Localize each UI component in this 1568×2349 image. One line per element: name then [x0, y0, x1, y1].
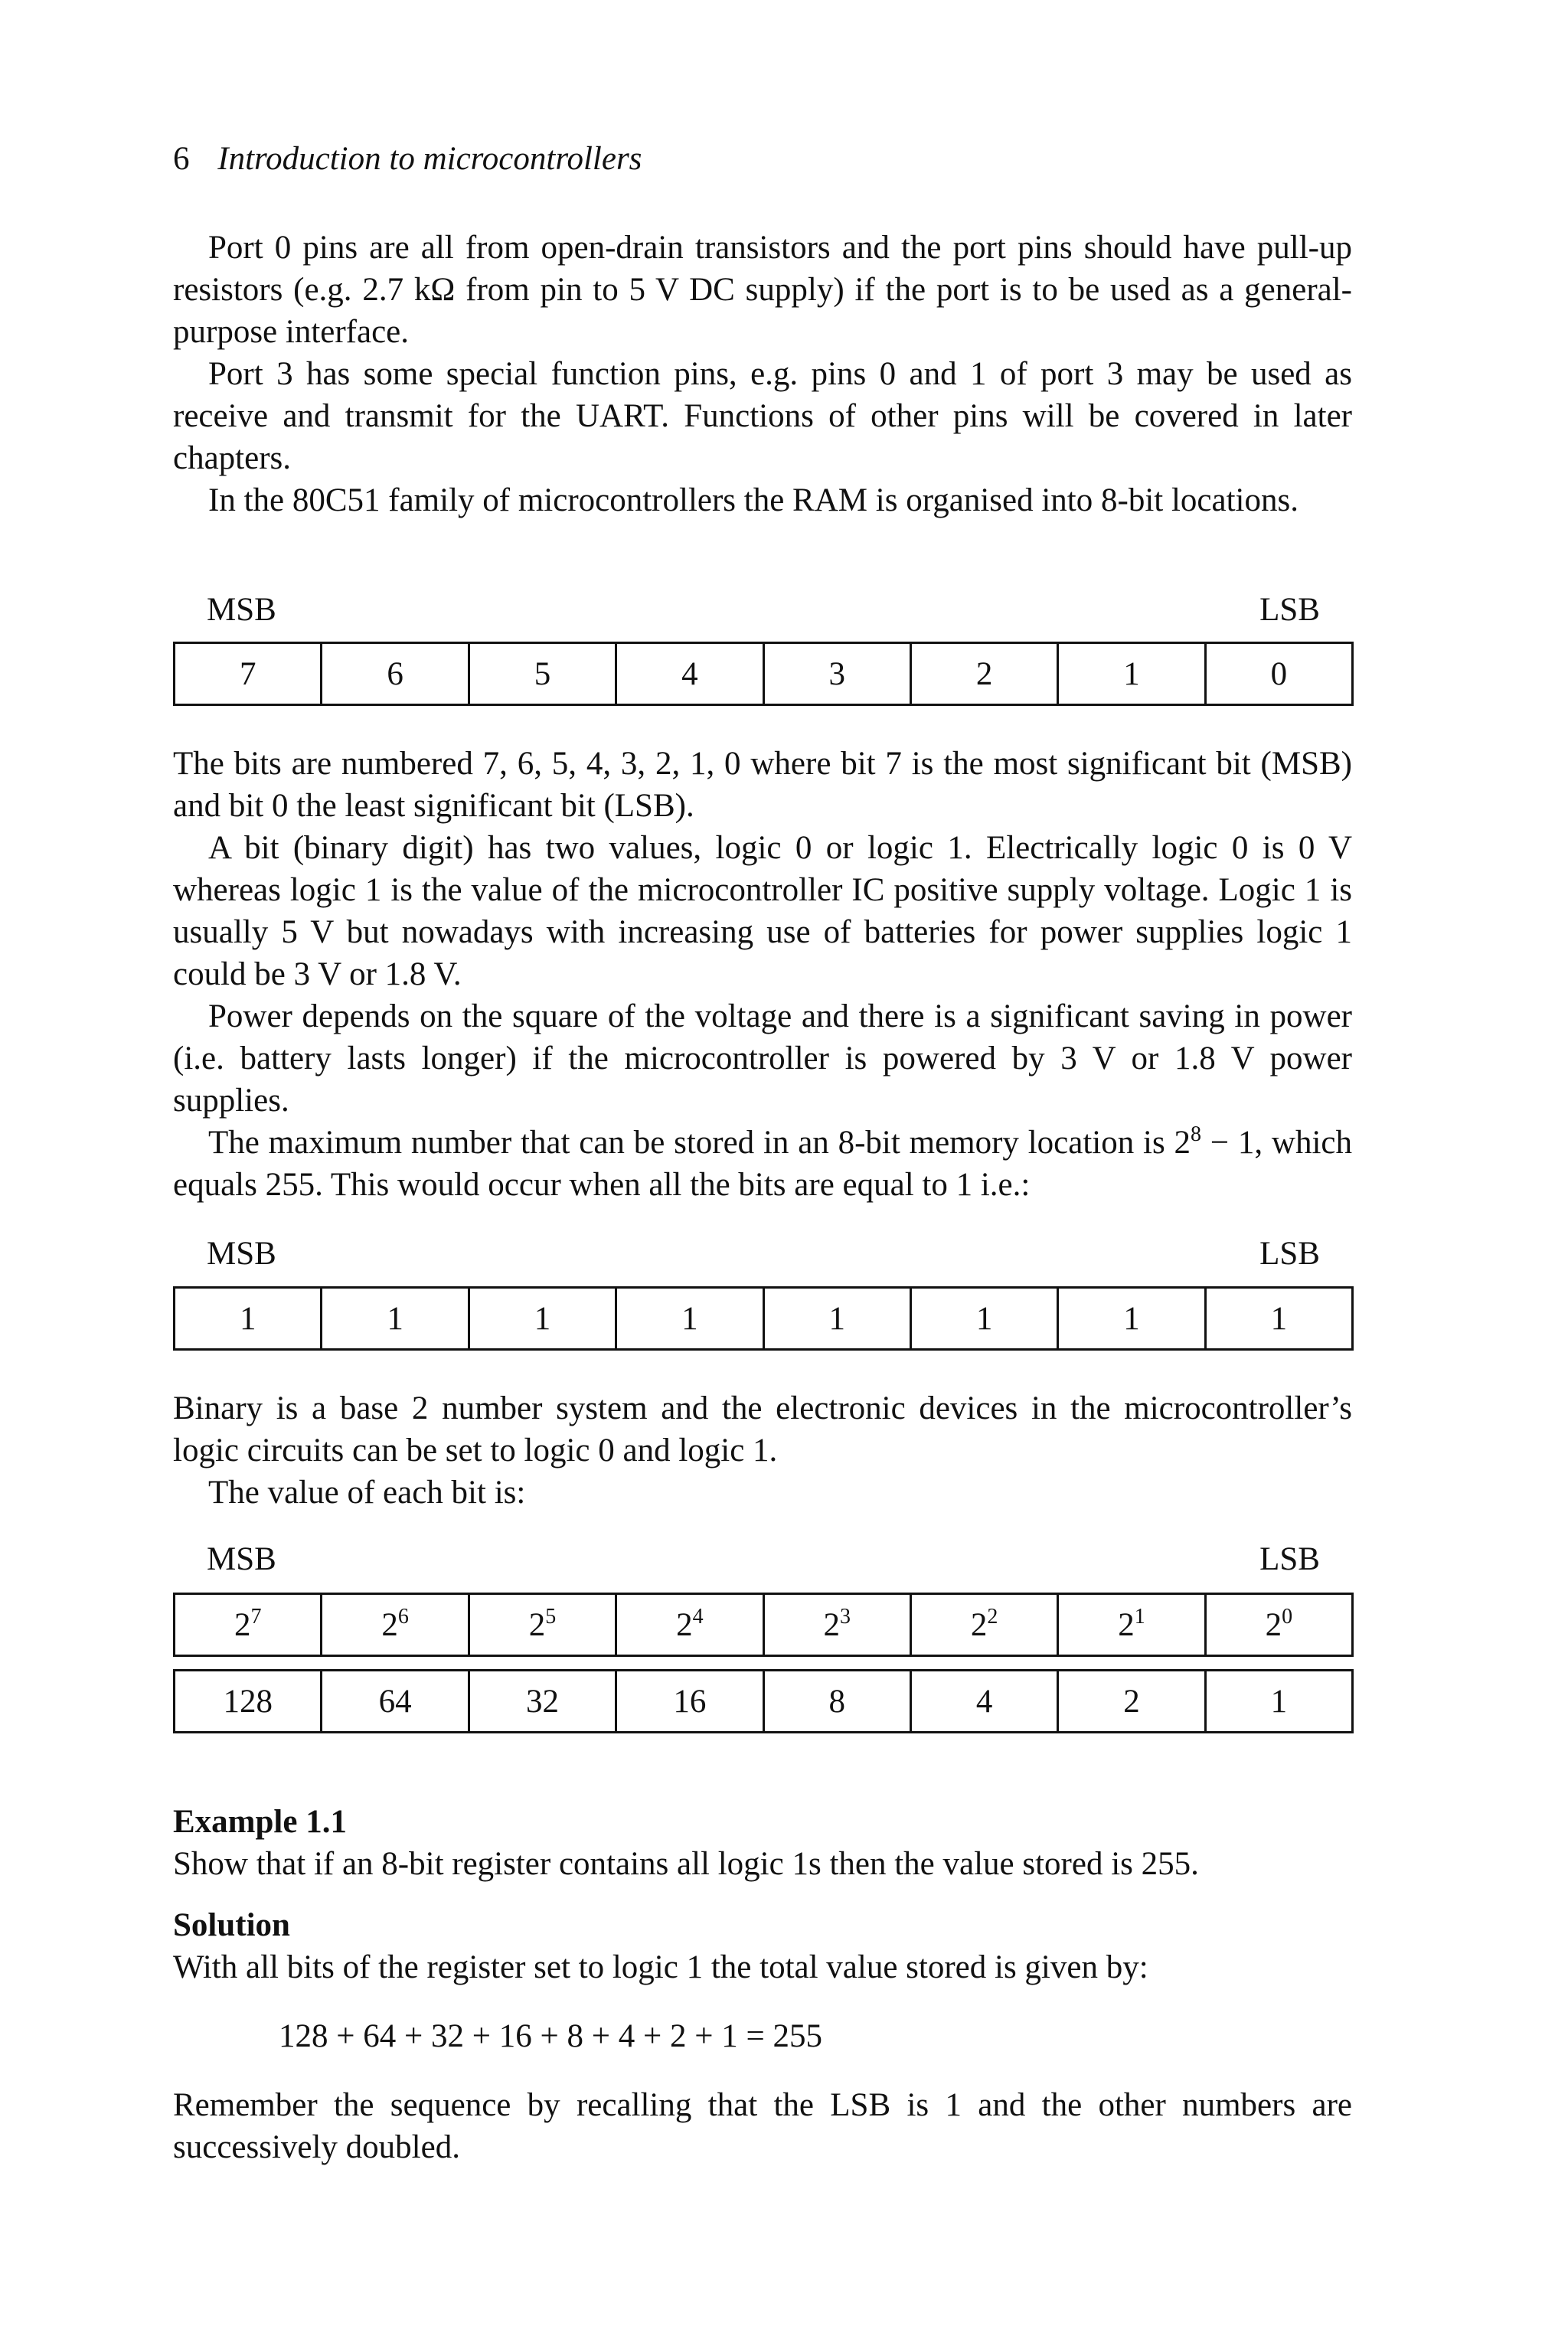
table-cell: 1: [910, 1288, 1057, 1350]
lsb-label: LSB: [1259, 1541, 1320, 1577]
table-cell: 2: [910, 643, 1057, 705]
table-cell: $2^6$: [322, 1594, 469, 1656]
table-cell: 4: [616, 643, 763, 705]
table-cell: 1: [1058, 643, 1205, 705]
msb-label: MSB: [207, 592, 276, 628]
table-row: [175, 643, 1353, 705]
table-cell: $2^5$: [469, 1594, 616, 1656]
paragraph-power: Power depends on the square of the voltage and there is a significant saving in power (i.e. battery lasts longer) if the microcontroller is powered by 3 V or 1.8 V power supplies.: [173, 998, 1352, 1119]
example-heading: Example 1.1: [173, 1804, 347, 1840]
table-cell: 1: [322, 1288, 469, 1350]
max-number-text-start: The maximum number that can be stored in an 8-bit memory location is 2: [208, 1125, 1191, 1161]
all-ones-table: [173, 1286, 1354, 1351]
bit-explanation-paragraphs: [173, 743, 1352, 1206]
paragraph-port0: Port 0 pins are all from open-drain transistors and the port pins should have pull-up resistors (e.g. 2.7 kΩ from pin to 5 V DC supply) if the port is to be used as a general-purpose interface.: [173, 230, 1352, 350]
paragraph-ram-organisation: In the 80C51 family of microcontrollers the RAM is organised into 8-bit locations.: [208, 482, 1298, 518]
table-row: [175, 1671, 1353, 1733]
paragraph-bit-values: The value of each bit is:: [208, 1475, 526, 1511]
table-cell: 32: [469, 1671, 616, 1733]
paragraph-port3: Port 3 has some special function pins, e.g. pins 0 and 1 of port 3 may be used as receive and transmit for the UART. Functions of other pins will be covered in later chapters.: [173, 356, 1352, 476]
table-cell: $2^1$: [1058, 1594, 1205, 1656]
intro-paragraphs: [173, 227, 1352, 521]
sum-equation: 128 + 64 + 32 + 16 + 8 + 4 + 2 + 1 = 255: [279, 2018, 823, 2054]
table-cell: $2^2$: [910, 1594, 1057, 1656]
table-cell: 5: [469, 643, 616, 705]
closing-paragraph: Remember the sequence by recalling that the LSB is 1 and the other numbers are successively doubled.: [173, 2087, 1352, 2165]
table-cell: 6: [322, 643, 469, 705]
solution-text: [173, 1946, 1352, 1988]
solution-heading: Solution: [173, 1907, 290, 1943]
solution-statement: With all bits of the register set to logic 1 the total value stored is given by:: [173, 1949, 1148, 1985]
table-cell: 1: [616, 1288, 763, 1350]
table-cell: 1: [1058, 1288, 1205, 1350]
table-cell: $2^4$: [616, 1594, 763, 1656]
table-cell: 1: [763, 1288, 910, 1350]
table-cell: 3: [763, 643, 910, 705]
msb-label: MSB: [207, 1541, 276, 1577]
bit-values-table: [173, 1669, 1354, 1733]
table-cell: 1: [1205, 1671, 1352, 1733]
example-statement: Show that if an 8-bit register contains all logic 1s then the value stored is 255.: [173, 1846, 1199, 1882]
table-cell: 1: [175, 1288, 322, 1350]
bit-number-table: [173, 642, 1354, 706]
table-cell: 7: [175, 643, 322, 705]
paragraph-binary: Binary is a base 2 number system and the electronic devices in the microcontroller’s logic circuits can be set to logic 0 and logic 1.: [173, 1390, 1352, 1469]
msb-label: MSB: [207, 1236, 276, 1272]
closing-text: [173, 2084, 1352, 2168]
table-row: [175, 1288, 1353, 1350]
table-cell: $2^3$: [763, 1594, 910, 1656]
running-title: Introduction to microcontrollers: [217, 141, 642, 177]
lsb-label: LSB: [1259, 592, 1320, 628]
table-cell: $2^0$: [1205, 1594, 1352, 1656]
table-cell: 2: [1058, 1671, 1205, 1733]
table-cell: $2^7$: [175, 1594, 322, 1656]
max-number-exponent: 8: [1191, 1122, 1202, 1146]
binary-paragraphs: [173, 1387, 1352, 1514]
table-cell: 64: [322, 1671, 469, 1733]
table-cell: 4: [910, 1671, 1057, 1733]
running-header: [173, 136, 642, 182]
table-cell: 1: [469, 1288, 616, 1350]
paragraph-bit-numbering: The bits are numbered 7, 6, 5, 4, 3, 2, 1, 0 where bit 7 is the most significant bit (MSB) and bit 0 the least significant bit (LSB).: [173, 746, 1352, 824]
paragraph-logic-levels: A bit (binary digit) has two values, logic 0 or logic 1. Electrically logic 0 is 0 V whereas logic 1 is the value of the microcontroller IC positive supply voltage. Logic 1 is usually 5 V but nowadays with increasing use of batteries for power supplies logic 1 could be 3 V or 1.8 V.: [173, 830, 1352, 992]
example-text: [173, 1843, 1352, 1885]
table-cell: 0: [1205, 643, 1352, 705]
table-cell: 8: [763, 1671, 910, 1733]
table-row: [175, 1594, 1353, 1656]
page-number: 6: [173, 141, 190, 177]
paragraph-max-number: [173, 1122, 1352, 1206]
max-number-text-end: − 1, which equals 255. This would occur when all the bits are equal to 1 i.e.:: [173, 1125, 1352, 1203]
powers-of-two-table: [173, 1593, 1354, 1657]
table-cell: 128: [175, 1671, 322, 1733]
table-cell: 1: [1205, 1288, 1352, 1350]
table-cell: 16: [616, 1671, 763, 1733]
lsb-label: LSB: [1259, 1236, 1320, 1272]
